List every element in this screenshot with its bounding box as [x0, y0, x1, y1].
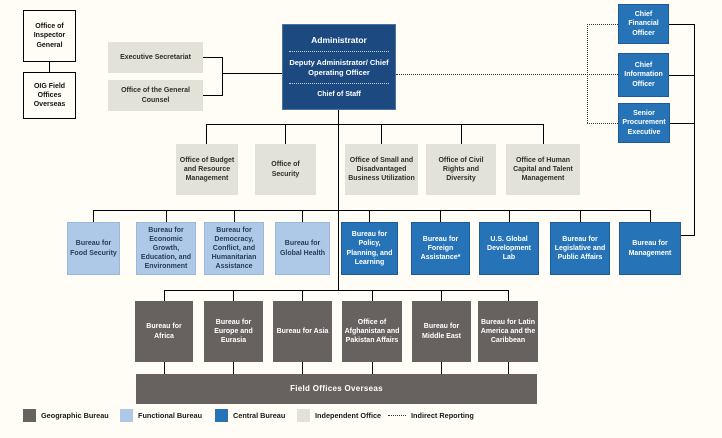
- executive-secretariat: Executive Secretariat: [108, 42, 203, 73]
- bureau-for-foreign-assistance: Bureau for Foreign Assistance*: [411, 222, 470, 275]
- office-of-civil-rights-and-diversity: Office of Civil Rights and Diversity: [426, 144, 496, 195]
- deputy-administrator-title: Deputy Administrator/ Chief Operating Officer: [289, 58, 389, 77]
- bureau-for-asia: Bureau for Asia: [273, 301, 332, 362]
- bureau-for-food-security: Bureau for Food Security: [67, 222, 120, 275]
- office-of-the-general-counsel: Office of the General Counsel: [108, 80, 203, 111]
- indirect-reporting-line: [587, 24, 618, 25]
- independent-office-swatch: [297, 409, 310, 422]
- connector-line: [49, 62, 50, 72]
- us-global-development-lab: U.S. Global Development Lab: [479, 222, 539, 275]
- connector-line: [669, 75, 695, 76]
- connector-line: [285, 124, 286, 144]
- connector-line: [202, 57, 223, 58]
- connector-line: [441, 290, 442, 301]
- connector-line: [650, 210, 651, 222]
- dotted-line-sample: [388, 415, 406, 416]
- connector-line: [206, 124, 544, 125]
- divider: [289, 83, 389, 84]
- bureau-for-legislative-public-affairs: Bureau for Legislative and Public Affairs: [550, 222, 610, 275]
- indirect-reporting-line: [587, 24, 588, 123]
- connector-line: [234, 210, 235, 222]
- connector-line: [381, 124, 382, 144]
- chief-financial-officer: Chief Financial Officer: [618, 4, 669, 44]
- connector-line: [543, 124, 544, 144]
- connector-line: [164, 362, 165, 374]
- connector-line: [164, 290, 509, 291]
- connector-line: [302, 362, 303, 374]
- connector-line: [669, 24, 695, 25]
- connector-line: [93, 210, 651, 211]
- office-of-security: Office of Security: [255, 144, 316, 195]
- connector-line: [202, 95, 223, 96]
- bureau-for-economic-growth-education-environment: Bureau for Economic Growth, Education, and Environment: [136, 222, 196, 275]
- connector-line: [233, 362, 234, 374]
- connector-line: [441, 362, 442, 374]
- field-offices-overseas-bar: Field Offices Overseas: [136, 374, 537, 404]
- oig-field-offices-overseas: OIG Field Offices Overseas: [23, 72, 76, 119]
- legend-item-geographic: [23, 408, 109, 423]
- office-of-budget-and-resource-management: Office of Budget and Resource Management: [176, 144, 238, 195]
- connector-line: [508, 362, 509, 374]
- chief-of-staff-title: Chief of Staff: [317, 91, 361, 99]
- administrator-title: Administrator: [311, 34, 367, 45]
- legend-label: Functional Bureau: [138, 411, 203, 420]
- divider: [289, 51, 389, 52]
- connector-line: [233, 290, 234, 301]
- connector-line: [670, 123, 695, 124]
- bureau-for-latin-america-caribbean: Bureau for Latin America and the Caribbean: [478, 301, 538, 362]
- connector-line: [166, 210, 167, 222]
- connector-line: [681, 235, 695, 236]
- indirect-reporting-line: [396, 74, 618, 75]
- legend-label: Independent Office: [315, 411, 382, 420]
- indirect-reporting-line: [587, 123, 618, 124]
- bureau-for-global-health: Bureau for Global Health: [275, 222, 330, 275]
- central-bureau-swatch: [215, 409, 228, 422]
- connector-line: [222, 57, 223, 96]
- office-of-small-and-disadvantaged-business-utilization: Office of Small and Disadvantaged Business Utilization: [345, 144, 418, 195]
- office-of-inspector-general: Office of Inspector General: [23, 10, 76, 62]
- connector-line: [164, 290, 165, 301]
- bureau-for-europe-eurasia: Bureau for Europe and Eurasia: [204, 301, 263, 362]
- chief-information-officer: Chief Information Officer: [618, 53, 669, 97]
- connector-line: [694, 24, 695, 235]
- connector-line: [93, 210, 94, 222]
- office-of-human-capital-and-talent-management: Office of Human Capital and Talent Management: [506, 144, 580, 195]
- legend-item-indirect-reporting: [388, 408, 474, 423]
- connector-line: [302, 290, 303, 301]
- connector-line: [206, 124, 207, 144]
- connector-line: [372, 290, 373, 301]
- connector-line: [338, 110, 339, 290]
- administrator-box: [282, 24, 396, 110]
- connector-line: [222, 73, 282, 74]
- functional-bureau-swatch: [120, 409, 133, 422]
- connector-line: [461, 124, 462, 144]
- legend-label: Indirect Reporting: [411, 411, 474, 420]
- connector-line: [508, 290, 509, 301]
- bureau-for-africa: Bureau for Africa: [135, 301, 193, 362]
- connector-line: [372, 362, 373, 374]
- senior-procurement-executive: Senior Procurement Executive: [618, 103, 670, 143]
- bureau-for-middle-east: Bureau for Middle East: [412, 301, 471, 362]
- connector-line: [440, 210, 441, 222]
- legend-label: Geographic Bureau: [41, 411, 109, 420]
- bureau-for-democracy-conflict-humanitarian-assistance: Bureau for Democracy, Conflict, and Humanitarian Assistance: [204, 222, 264, 275]
- legend-item-functional: [120, 408, 202, 423]
- bureau-for-management: Bureau for Management: [619, 222, 681, 275]
- connector-line: [369, 210, 370, 222]
- office-of-afghanistan-pakistan-affairs: Office of Afghanistan and Pakistan Affairs: [342, 301, 402, 362]
- connector-line: [580, 210, 581, 222]
- legend-label: Central Bureau: [233, 411, 286, 420]
- legend-item-independent: [297, 408, 381, 423]
- geographic-bureau-swatch: [23, 409, 36, 422]
- connector-line: [509, 210, 510, 222]
- bureau-for-policy-planning-learning: Bureau for Policy, Planning, and Learning: [341, 222, 398, 275]
- connector-line: [302, 210, 303, 222]
- legend-item-central: [215, 408, 285, 423]
